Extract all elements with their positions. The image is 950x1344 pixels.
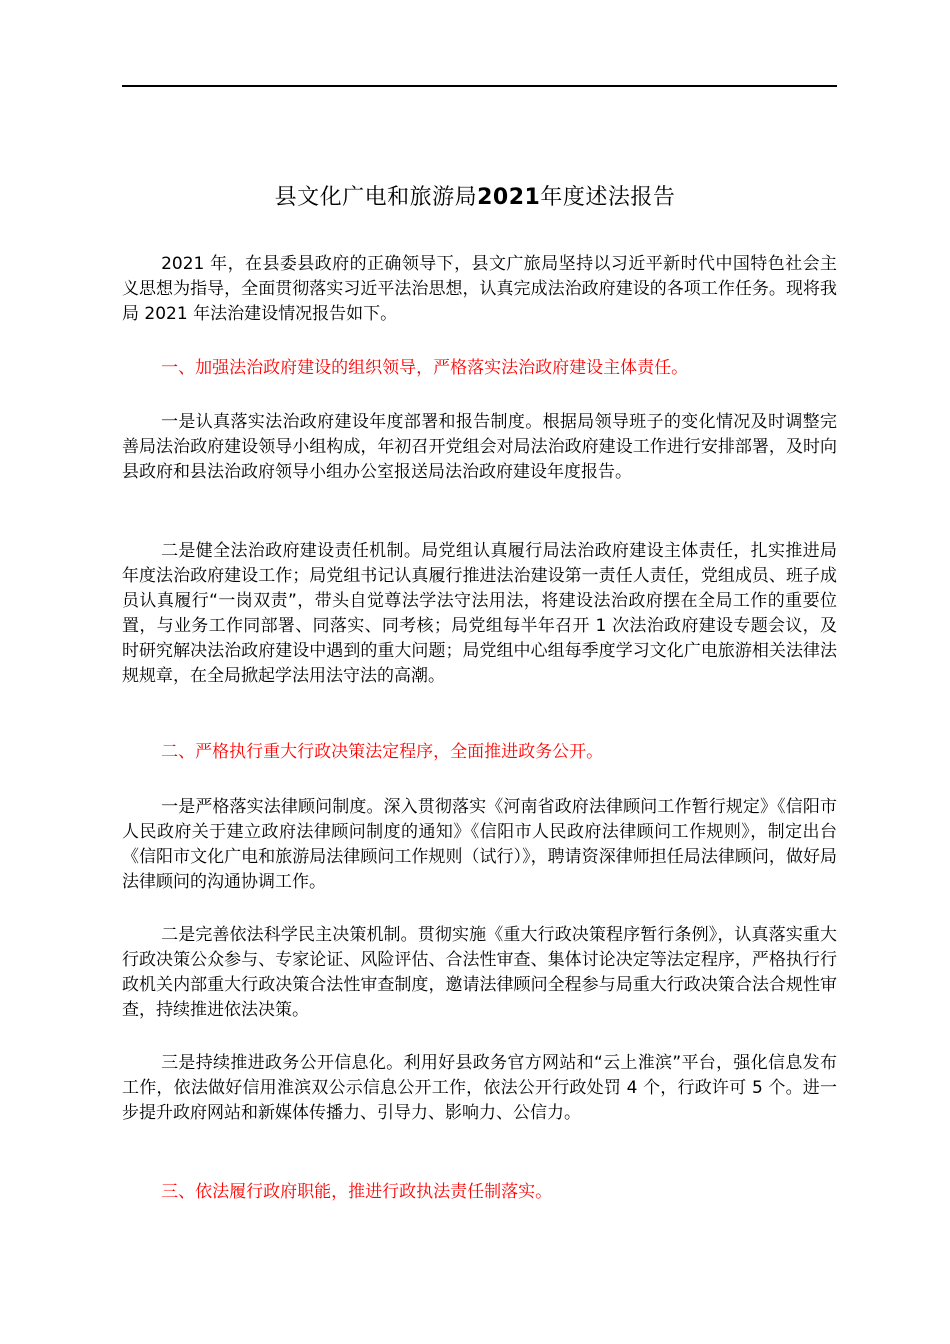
section-1-heading: 一、加强法治政府建设的组织领导，严格落实法治政府建设主体责任。 — [161, 358, 689, 378]
section-2-heading: 二、严格执行重大行政决策法定程序，全面推进政务公开。 — [161, 742, 604, 762]
title-suffix: 年度述法报告 — [540, 185, 676, 210]
intro-paragraph: 2021 年，在县委县政府的正确领导下，县文广旅局坚持以习近平新时代中国特色社会主义思想为指导，全面贯彻落实习近平法治思想，认真完成法治政府建设的各项工作任务。现将我局 2021 年法治建设情况报告如下。 — [122, 254, 837, 324]
section-1-paragraph-2: 二是健全法治政府建设责任机制。局党组认真履行局法治政府建设主体责任，扎实推进局年度法治政府建设工作；局党组书记认真履行推进法治建设第一责任人责任，党组成员、班子成员认真履行“一岗双责”，带头自觉尊法学法守法用法，将建设法治政府摆在全局工作的重要位置，与业务工作同部署、同落实、同考核；局党组每半年召开 1 次法治政府建设专题会议，及时研究解决法治政府建设中遇到的重大问题；局党组中心组每季度学习文化广电旅游相关法律法规规章，在全局掀起学法用法守法的高潮。 — [122, 541, 837, 686]
section-2-paragraph-1: 一是严格落实法律顾问制度。深入贯彻落实《河南省政府法律顾问工作暂行规定》《信阳市人民政府关于建立政府法律顾问制度的通知》《信阳市人民政府法律顾问工作规则》，制定出台《信阳市文化广电和旅游局法律顾问工作规则（试行）》，聘请资深律师担任局法律顾问，做好局法律顾问的沟通协调工作。 — [122, 797, 837, 892]
section-2-paragraph-3: 三是持续推进政务公开信息化。利用好县政务官方网站和“云上淮滨”平台，强化信息发布工作，依法做好信用淮滨双公示信息公开工作，依法公开行政处罚 4 个，行政许可 5 个。进一步提升政府网站和新媒体传播力、引导力、影响力、公信力。 — [122, 1053, 837, 1123]
title-year: 2021 — [477, 185, 541, 210]
header-rule — [122, 85, 837, 87]
section-2-paragraph-2: 二是完善依法科学民主决策机制。贯彻实施《重大行政决策程序暂行条例》，认真落实重大行政决策公众参与、专家论证、风险评估、合法性审查、集体讨论决定等法定程序，严格执行行政机关内部重大行政决策合法性审查制度，邀请法律顾问全程参与局重大行政决策合法合规性审查，持续推进依法决策。 — [122, 925, 837, 1020]
section-3-heading: 三、依法履行政府职能，推进行政执法责任制落实。 — [161, 1182, 553, 1202]
title-prefix: 县文化广电和旅游局 — [274, 185, 478, 210]
section-1-paragraph-1: 一是认真落实法治政府建设年度部署和报告制度。根据局领导班子的变化情况及时调整完善局法治政府建设领导小组构成，年初召开党组会对局法治政府建设工作进行安排部署，及时向县政府和县法治政府领导小组办公室报送局法治政府建设年度报告。 — [122, 412, 837, 482]
document-title — [0, 183, 950, 213]
